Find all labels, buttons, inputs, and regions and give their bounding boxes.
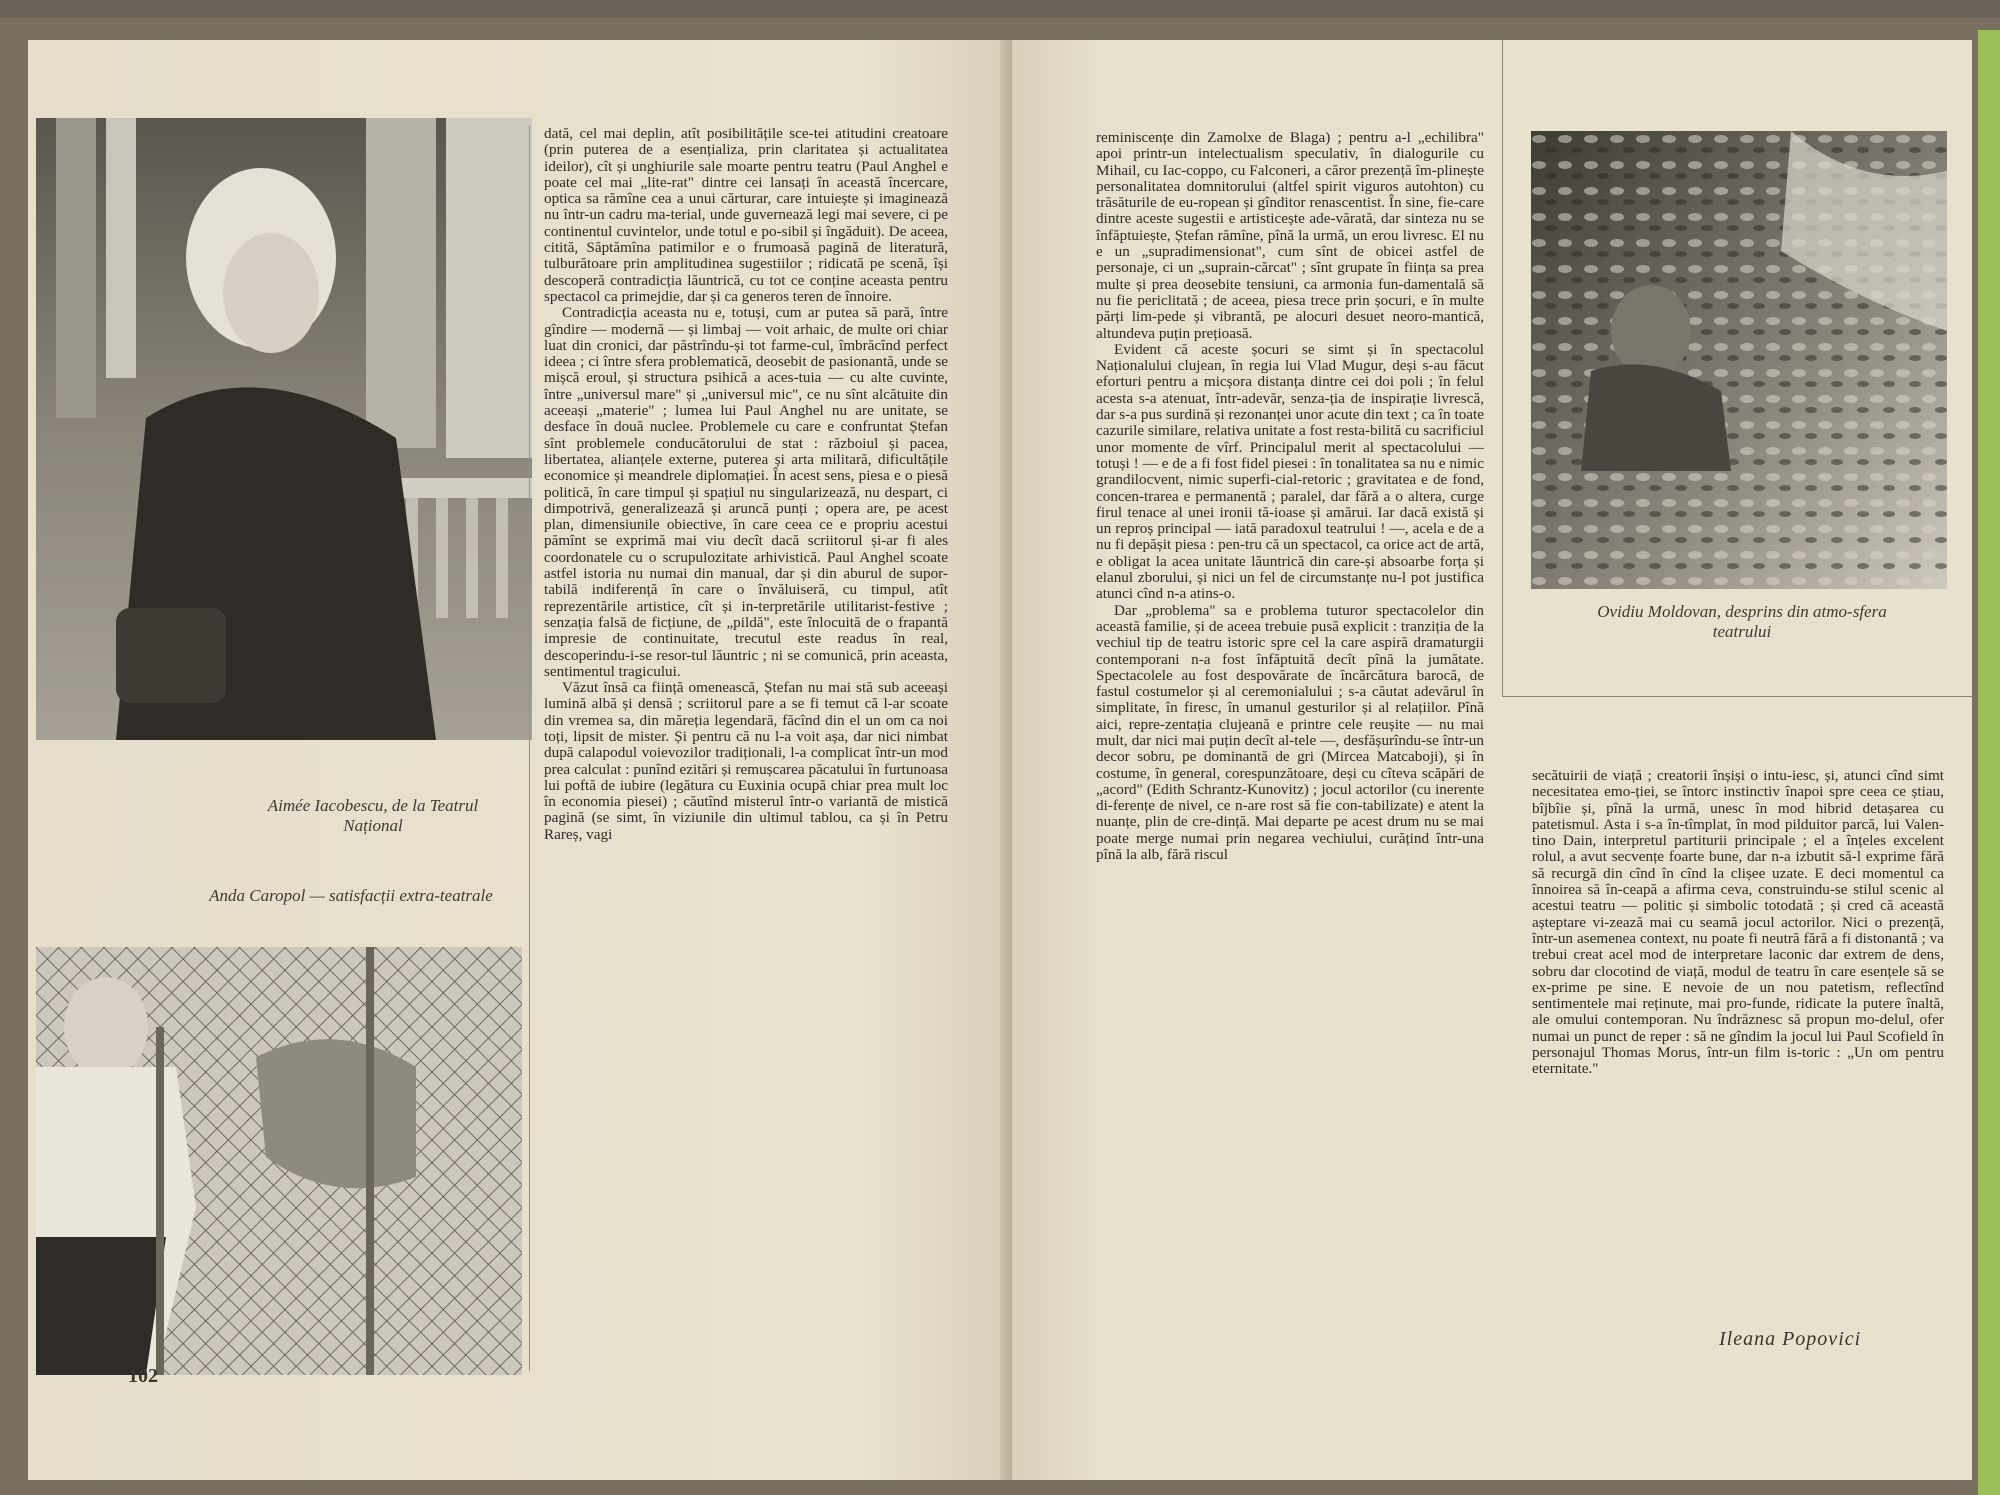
left-page bbox=[28, 40, 1010, 1480]
paragraph: reminiscențe din Zamolxe de Blaga) ; pentru a-l „echilibra" apoi printr-un intelectualism speculativ, în dialogurile cu Mihail, cu Iac-coppo, cu Falconeri, a căror prezență îm-plinește personalitatea domnitorului (altfel spirit viguros autohton) cu trăsăturile de eu-ropean și gînditor renascentist. În sine, fie-care dintre aceste sugestii e artisticește ade-vărată, dar sinteza nu se înfăptuiește, Ștefan rămîne, pînă la urmă, un erou livresc. El nu e un „supradimensionat", cum sînt de obicei astfel de personaje, ci un „suprain-cărcat" ; sînt grupate în ființa sa prea multe și prea deosebite tensiuni, ca armonia fun-damentală să nu fie periclitată ; de aceea, piesa trece prin șocuri, e în multe părți lim-pede și vibrantă, pe alocuri desuet neoro-mantică, altundeva puțin prețioasă. bbox=[1096, 129, 1484, 342]
right-article-column-2 bbox=[1532, 768, 1944, 1358]
page-number: 102 bbox=[128, 1365, 158, 1387]
photo-actor-nature bbox=[1531, 131, 1947, 589]
paragraph: dată, cel mai deplin, atît posibilitățile sce-tei atitudini creatoare (prin puterea de a esențializa, prin claritatea și actualitatea ideilor), cît și unghiurile sale moarte pentru teatru (Paul Anghel e poate cel mai „lite-rat" dintre cei lansați în această încercare, optica sa rămîne cea a unui cărturar, care intuiește și imaginează nu într-un cadru ma-terial, unde guvernează legi mai severe, ci pe continentul cuvintelor, unde totul e po-sibil și îngăduit). De aceea, citită, Săptămîna patimilor e o frumoasă pagină de literatură, tulburătoare prin amplitudinea sugestiilor ; ridicată pe scenă, își descoperă contradicția lăuntrică, cu tot ce conține aceasta pentru spectacol ca primejdie, dar și ca generos teren de înnoire. bbox=[544, 125, 948, 305]
photo-top-caption: Aimée Iacobescu, de la Teatrul Național bbox=[267, 796, 479, 835]
author-signature: Ileana Popovici bbox=[1719, 1328, 1862, 1350]
left-article-column bbox=[544, 126, 948, 1376]
photo-actress-bottom bbox=[36, 947, 522, 1375]
photo-caption: Ovidiu Moldovan, desprins din atmo-sfera teatrului bbox=[1597, 602, 1887, 641]
photo-actress-top bbox=[36, 118, 532, 740]
book-cover-edge bbox=[1978, 30, 2000, 1495]
paragraph: Contradicția aceasta nu e, totuși, cum ar putea să pară, între gîndire — modernă — și limbaj — voit arhaic, de multe ori chiar luat din cronici, dar păstrîndu-și tot farme-cul, îmbrăcînd perfect ideea ; ci între sfera problematică, deosebit de pasionantă, unde se mișcă eroul, și structura psihică a aces-tuia — cu alte cuvinte, între „universul mare" și „universul mic", ce nu sînt alcătuite din aceeași „materie" ; lumea lui Paul Anghel nu are unitate, se desface în două nuclee. Problemele cu care e confruntat Ștefan sînt problemele conducătorului de stat : războiul și pacea, libertatea, alianțele externe, puterea și arta militară, dificultățile economice și meandrele diplomației. În acest sens, piesa e o piesă politică, în care timpul și spațiul nu singularizează, nu despart, ci dimpotrivă, generalizează și aruncă punți ; opera are, pe acest plan, dimensiunile obiective, în care ceea ce e propriu acestui pămînt se exprimă mai viu decît dacă scriitorul și-ar fi ales coordonatele cu o scrupulozitate arhivistică. Paul Anghel scoate astfel istoria nu numai din manual, dar și din aburul de supor-tabilă indiferență în care o învăluiseră, cu timpul, atît reprezentările artistice, cît și in-terpretările utilitarist-festive ; senzația falsă de ficțiune, de „pildă", este înlocuită de o frapantă impresie de continuitate, trecutul este readus în real, descoperindu-i-se resor-tul lăuntric ; ni se comunică, prin aceasta, sentimentul tragicului. bbox=[544, 304, 948, 680]
paragraph: Dar „problema" sa e problema tuturor spectacolelor din această familie, și de aceea trebuie pusă explicit : tranziția de la vechiul tip de teatru istoric spre cel la care aspiră dramaturgii contemporani n-a fost înfăptuită decît pînă la jumătate. Spectacolele au fost despovărate de încărcătura barocă, de fastul costumelor și al ceremonialului ; s-a căutat adevărul în simplitate, în firesc, în umanul gesturilor și al relațiilor. Pînă aici, repre-zentația clujeană e printre cele reușite — nu mai mult, dar nici mai puțin decît al-tele —, desfășurîndu-se într-un decor sobru, pe dominantă de gri (Mircea Matcaboji), și în costume, în general, corespunzătoare, deși cu cîteva scăpări de „acord" (Edith Schrantz-Kunovitz) ; jocul actorilor (cu inerente di-ferențe de nivel, ce n-are rost să fie con-tabilizate) e atent la nuanțe, plin de cre-dință. Mai departe pe acest drum nu se mai poate merge numai prin negarea vechiului, curățind într-una pînă la alb, fără riscul bbox=[1096, 601, 1484, 864]
photo-bottom-caption: Anda Caropol — satisfacții extra-teatrale bbox=[209, 886, 493, 905]
paragraph: Evident că aceste șocuri se simt și în spectacolul Naționalului clujean, în regia lui Vlad Mugur, deși s-au făcut eforturi pentru a micșora distanța dintre cei doi poli ; în felul acesta s-a atenuat, într-adevăr, senza-ția de inspirație livrescă, dar s-a pus surdină și rezonanței unor acute din text ; ca în toate cazurile similare, relativa unitate a fost resta-bilită cu sacrificiul unor momente de vîrf. Principalul merit al spectacolului — totuși ! — e de a fi fost fidel piesei : în tonalitatea sa nu e nimic grandilocvent, nimic superfi-cial-retoric ; gravitatea e de fond, concen-trarea e permanentă ; paralel, dar fără a o altera, curge firul tenace al unei ironii tă-ioase și amărui. Iar dacă există și un reproș principal — iată paradoxul teatrului ! —, acela e de a nu fi depășit piesa : pen-tru că un spectacol, ca orice act de artă, e obligat la acea unitate lăuntrică din care-și absoarbe forța și elanul zborului, și nici un fel de circumstanțe nu-l pot justifica atunci cînd n-a atins-o. bbox=[1096, 340, 1484, 603]
right-article-column-1 bbox=[1096, 130, 1484, 1380]
paragraph: Văzut însă ca ființă omenească, Ștefan nu mai stă sub aceeași lumină albă și densă ; scriitorul pare a se fi temut că l-ar scoate din vremea sa, din măreția legendară, făcînd din el un om ca noi toți, lipsit de mister. Și pentru că nu l-a voit așa, dar nici nimbat după calapodul voievozilor tradiționali, l-a complicat într-un mod prea calculat : punînd ezitări și remușcarea păcatului în furtunoasa lui poftă de iubire (legătura cu Euxinia ocupă chiar prea mult loc în economia piesei) ; căutînd misterul într-o variantă de mistică pagină (se simt, în viziunile din ultimul tablou, ca și în Petru Rareș, vagi bbox=[544, 679, 948, 843]
column-divider bbox=[529, 126, 530, 1371]
right-page bbox=[1012, 40, 1972, 1480]
paragraph: secătuirii de viață ; creatorii înșiși o intu-iesc, și, atunci cînd simt necesitatea emo-ției, se întorc instinctiv înapoi spre ceea ce știau, bîjbîie și, pînă la urmă, unesc în mod hibrid detașarea cu patetismul. Asta i s-a în-tîmplat, în mod pilduitor parcă, lui Valen-tino Dain, interpretul partiturii principale ; el a înțeles excelent rolul, a avut secvențe foarte bune, dar n-a izbutit să-l exprime fără să recurgă din cînd în cînd la clișee uzate. E deci momentul ca înnoirea să în-ceapă a afirma ceva, construindu-se stilul scenic al acestui teatru — politic și simbolic totodată ; și cred că această așteptare vi-zează mai cu seamă jocul actorilor. Nici o prezență, într-un asemenea context, nu poate fi neutră fără a fi distonantă ; va trebui creat acel mod de interpretare laconic dar extrem de dens, sobru dar clocotind de viață, modul de teatru în care esențele să se ex-prime pe sine. E nevoie de un nou patetism, reflectînd sentimentele mai reținute, mai pro-funde, ridicate la putere înaltă, ale omului contemporan. Nu îndrăznesc să propun mo-delul, ofer numai un punct de reper : să ne gîndim la jocul lui Paul Scofield în personajul Thomas Morus, într-un film is-toric : „Un om pentru eternitate." bbox=[1532, 767, 1944, 1078]
